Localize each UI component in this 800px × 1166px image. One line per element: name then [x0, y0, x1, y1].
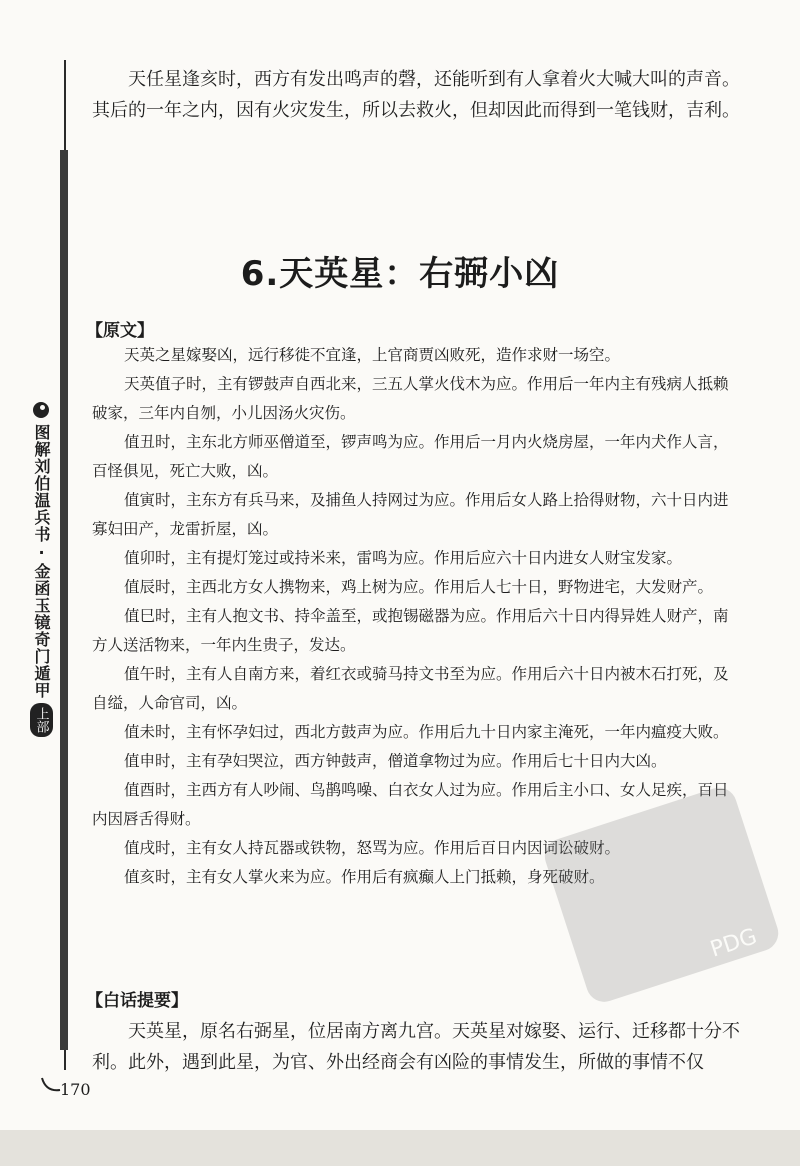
original-paragraph: 值丑时，主东北方师巫僧道至，锣声鸣为应。作用后一月内火烧房屋，一年内犬作人言，百怪俱见，死亡大败，凶。 [92, 433, 729, 480]
original-paragraph: 天英值子时，主有锣鼓声自西北来，三五人掌火伐木为应。作用后一年内主有残病人抵赖破家，三年内自刎，小儿因汤火灾伤。 [92, 375, 729, 422]
volume-badge: 上部 [30, 703, 53, 737]
original-paragraph: 值亥时，主有女人掌火来为应。作用后有疯癫人上门抵赖，身死破财。 [124, 868, 605, 886]
top-paragraph: 天任星逢亥时，西方有发出鸣声的磬，还能听到有人拿着火大喊大叫的声音。其后的一年之内，因有火灾发生，所以去救火，但却因此而得到一笔钱财，吉利。 [92, 69, 740, 121]
side-book-title [30, 402, 52, 737]
original-paragraph: 值酉时，主西方有人吵闹、鸟鹊鸣噪、白衣女人过为应。作用后主小口、女人足疾，百日内因唇舌得财。 [92, 781, 729, 828]
side-title-text: 图解刘伯温兵书·金函玉镜奇门遁甲 [32, 424, 51, 699]
original-paragraph: 值戌时，主有女人持瓦器或铁物，怒骂为应。作用后百日内因词讼破财。 [124, 839, 621, 857]
original-paragraph: 值辰时，主西北方女人携物来，鸡上树为应。作用后人七十日，野物进宅，大发财产。 [124, 578, 714, 596]
original-text-label: 【原文】 [86, 321, 154, 341]
original-paragraph: 值卯时，主有提灯笼过或持米来，雷鸣为应。作用后应六十日内进女人财宝发家。 [124, 549, 683, 567]
original-paragraph: 值未时，主有怀孕妇过，西北方鼓声为应。作用后九十日内家主淹死，一年内瘟疫大败。 [124, 723, 729, 741]
original-paragraph: 值申时，主有孕妇哭泣，西方钟鼓声，僧道拿物过为应。作用后七十日内大凶。 [124, 752, 667, 770]
original-paragraph: 值午时，主有人自南方来，着红衣或骑马持文书至为应。作用后六十日内被木石打死，及自缢，人命官司，凶。 [92, 665, 729, 712]
original-paragraph: 天英之星嫁娶凶，远行移徙不宜逢，上官商贾凶败死，造作求财一场空。 [124, 346, 621, 364]
summary-paragraph: 天英星，原名右弼星，位居南方离九宫。天英星对嫁娶、运行、迁移都十分不利。此外，遇到此星，为官、外出经商会有凶险的事情发生，所做的事情不仅 [92, 1021, 740, 1073]
yin-yang-icon [33, 402, 49, 418]
library-stamp [540, 770, 780, 1010]
stamp-text: PDG [707, 924, 761, 963]
original-paragraph: 值寅时，主东方有兵马来，及捕鱼人持网过为应。作用后女人路上拾得财物，六十日内进寡妇田产，龙雷折屋，凶。 [92, 491, 729, 538]
section-heading: 6.天英星：右弼小凶 [240, 254, 560, 294]
summary-label: 【白话提要】 [86, 991, 188, 1011]
original-paragraph: 值巳时，主有人抱文书、持伞盖至，或抱锡磁器为应。作用后六十日内得异姓人财产，南方人送活物来，一年内生贵子，发达。 [92, 607, 729, 654]
scan-bottom-band [0, 1130, 800, 1166]
page-number: 170 [60, 1080, 91, 1099]
